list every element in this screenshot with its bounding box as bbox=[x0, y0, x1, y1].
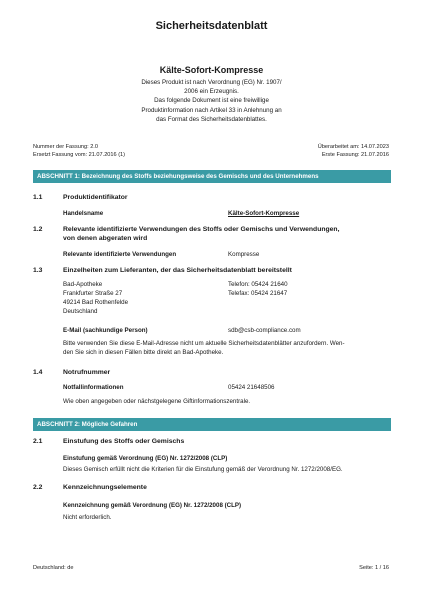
intro-line: Dieses Produkt ist nach Verordnung (EG) Nr. 1907/ bbox=[141, 79, 282, 86]
intro-text bbox=[60, 78, 363, 124]
address-line: Bad-Apotheke bbox=[63, 281, 103, 288]
first-version: Erste Fassung: 21.07.2016 bbox=[321, 152, 389, 158]
address-line: Deutschland bbox=[63, 308, 98, 315]
classification-text: Dieses Gemisch erfüllt nicht die Kriterien für die Einstufung gemäß der Verordnung Nr. 1272/2008/EG. bbox=[63, 466, 343, 473]
email-note-line: den Sie sich in diesen Fällen bitte direkt an Bad-Apotheke. bbox=[63, 348, 224, 356]
emergency-label: Notfallinformationen bbox=[63, 384, 124, 391]
subsection-number: 1.2 bbox=[33, 226, 43, 233]
page-title: Sicherheitsdatenblatt bbox=[155, 20, 268, 32]
subsection-title: Kennzeichnungselemente bbox=[63, 484, 147, 491]
section-2-header: ABSCHNITT 2: Mögliche Gefahren bbox=[33, 418, 391, 431]
product-title: Kälte-Sofort-Kompresse bbox=[159, 65, 264, 75]
subsection-number: 1.4 bbox=[33, 369, 43, 376]
intro-block bbox=[60, 65, 363, 124]
address-line: Frankfurter Straße 27 bbox=[63, 290, 123, 297]
subsection-number: 2.1 bbox=[33, 438, 43, 445]
fax: Telefax: 05424 21647 bbox=[228, 290, 288, 297]
intro-line: Das folgende Dokument ist eine freiwillige bbox=[154, 97, 269, 105]
email-value[interactable]: sdb@csb-compliance.com bbox=[228, 327, 301, 334]
version-number: Nummer der Fassung: 2.0 bbox=[33, 144, 98, 150]
subsection-title: Einzelheiten zum Lieferanten, der das Sicherheitsdatenblatt bereitstellt bbox=[63, 267, 292, 274]
intro-line: das Format des Sicherheitsdatenblattes. bbox=[156, 115, 267, 123]
subsection-title-line: von denen abgeraten wird bbox=[63, 235, 148, 242]
address-line: 49214 Bad Rothenfelde bbox=[63, 299, 129, 306]
footer-country: Deutschland: de bbox=[33, 565, 74, 571]
replaces-version: Ersetzt Fassung vom: 21.07.2016 (1) bbox=[33, 152, 126, 158]
email-note-line: Bitte verwenden Sie diese E-Mail-Adresse nicht um aktuelle Sicherheitsdatenblätter anzufordern. Wen- bbox=[63, 340, 345, 347]
email-label: E-Mail (sachkundige Person) bbox=[63, 327, 148, 334]
subsection-title-line: Relevante identifizierte Verwendungen des Stoffs oder Gemischs und Verwendungen, bbox=[63, 226, 340, 233]
subsection-number: 1.3 bbox=[33, 267, 43, 274]
intro-line: Produktinformation nach Artikel 33 in Anlehnung an bbox=[141, 106, 282, 114]
labelling-text: Nicht erforderlich. bbox=[63, 514, 112, 521]
email-note bbox=[63, 340, 391, 357]
emergency-number: 05424 21648506 bbox=[228, 384, 275, 391]
subsection-title: Einstufung des Stoffs oder Gemischs bbox=[63, 438, 185, 445]
emergency-note: Wie oben angegeben oder nächstgelegene Giftinformationszentrale. bbox=[63, 398, 251, 405]
trade-name-label: Handelsname bbox=[63, 210, 104, 217]
identified-uses-value: Kompresse bbox=[228, 251, 260, 258]
subsection-number: 1.1 bbox=[33, 194, 43, 201]
phone: Telefon: 05424 21640 bbox=[228, 281, 288, 288]
identified-uses-label: Relevante identifizierte Verwendungen bbox=[63, 251, 177, 258]
subsection-title: Produktidentifikator bbox=[63, 194, 128, 201]
subsection-title bbox=[63, 225, 391, 243]
footer-page-number: Seite: 1 / 16 bbox=[359, 565, 389, 571]
subsection-number: 2.2 bbox=[33, 484, 43, 491]
classification-heading: Einstufung gemäß Verordnung (EG) Nr. 1272/2008 (CLP) bbox=[63, 455, 228, 462]
labelling-heading: Kennzeichnung gemäß Verordnung (EG) Nr. 1272/2008 (CLP) bbox=[63, 502, 242, 509]
section-1-header: ABSCHNITT 1: Bezeichnung des Stoffs beziehungsweise des Gemischs und des Unternehmens bbox=[33, 170, 391, 183]
revised-date: Überarbeitet am: 14.07.2023 bbox=[317, 144, 389, 150]
intro-line: 2006 ein Erzeugnis. bbox=[184, 88, 239, 96]
subsection-title: Notrufnummer bbox=[63, 369, 111, 376]
trade-name-value: Kälte-Sofort-Kompresse bbox=[228, 210, 300, 217]
